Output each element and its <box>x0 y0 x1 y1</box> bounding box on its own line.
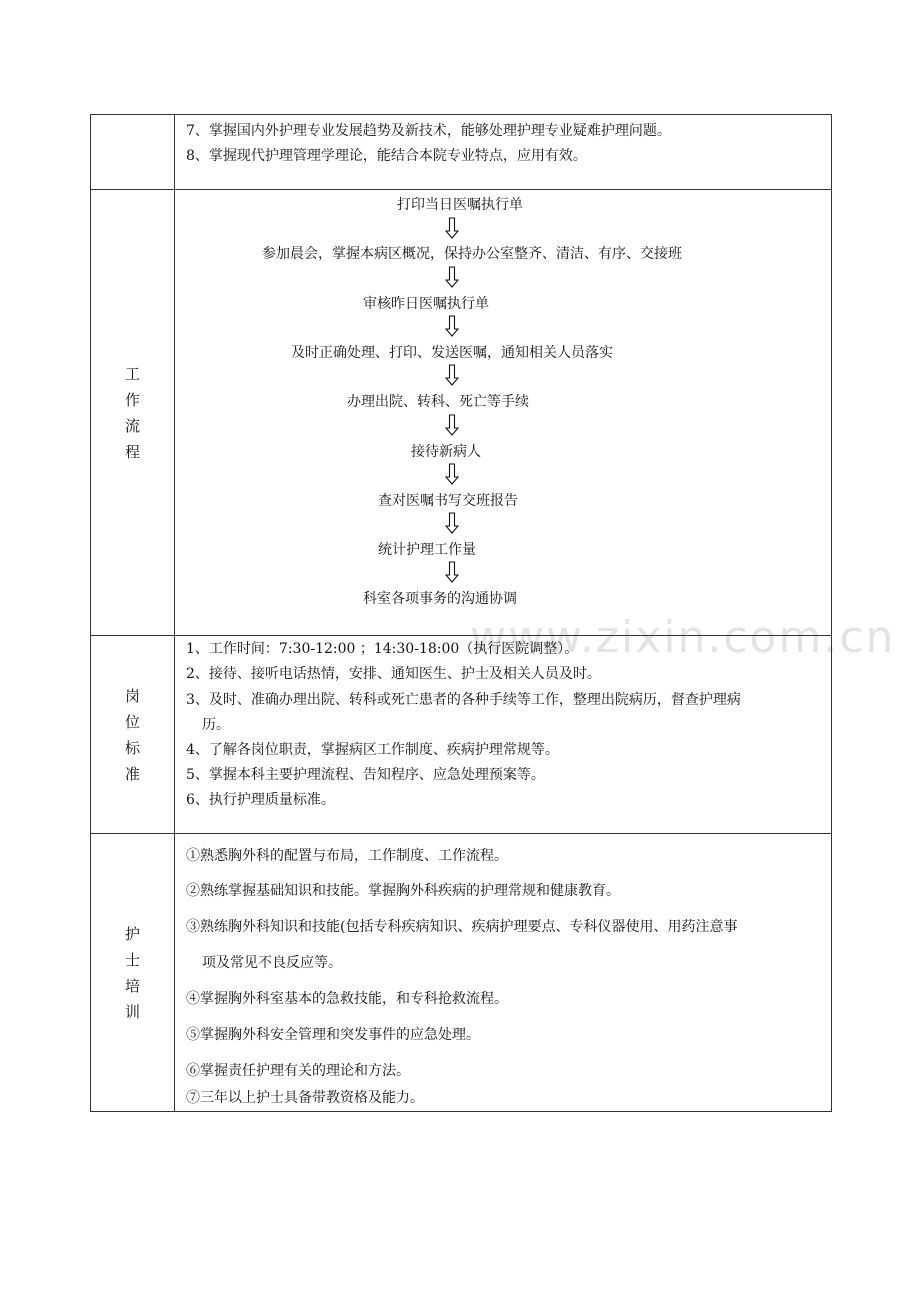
workflow-label <box>125 361 140 465</box>
qualification-item: 8、掌握现代护理管理学理论，能结合本院专业特点，应用有效。 <box>186 148 587 164</box>
label-char: 士 <box>124 951 140 969</box>
standard-item: 1、工作时间：7:30-12:00 ；14:30-18:00（执行医院调整）。 <box>186 641 579 657</box>
label-char: 位 <box>124 712 140 731</box>
down-arrow-icon <box>445 561 459 583</box>
qualifications-content-cell <box>175 115 831 189</box>
workflow-content-cell <box>175 190 831 635</box>
flow-step: 参加晨会，掌握本病区概况，保持办公室整齐、清洁、有序、交接班 <box>262 246 682 262</box>
flow-step: 及时正确处理、打印、发送医嘱，通知相关人员落实 <box>291 345 613 361</box>
down-arrow-icon <box>445 364 459 386</box>
job-description-table <box>90 114 832 1112</box>
flow-step: 科室各项事务的沟通协调 <box>363 591 517 607</box>
flow-step: 接待新病人 <box>411 444 481 460</box>
training-item: ②熟练掌握基础知识和技能。掌握胸外科疾病的护理常规和健康教育。 <box>186 883 620 899</box>
standards-row <box>91 636 831 834</box>
training-label-cell <box>91 834 175 1112</box>
label-char: 培 <box>124 977 140 995</box>
label-char: 护 <box>124 925 140 943</box>
standards-content-cell <box>175 636 831 833</box>
standards-label <box>125 683 140 787</box>
flow-step: 统计护理工作量 <box>378 542 476 558</box>
standard-item: 6、执行护理质量标准。 <box>186 792 335 808</box>
standard-item: 2、接待、接听电话热情，安排、通知医生、护士及相关人员及时。 <box>186 666 601 682</box>
down-arrow-icon <box>445 266 459 288</box>
workflow-row <box>91 190 831 636</box>
training-item-continued: 项及常见不良反应等。 <box>202 955 342 971</box>
down-arrow-icon <box>445 414 459 436</box>
qualifications-row <box>91 115 831 190</box>
watermark: www.zixin.com.cn <box>470 612 896 663</box>
standard-item-continued: 历。 <box>202 717 230 733</box>
label-char: 工 <box>124 364 140 383</box>
label-char: 作 <box>124 390 140 409</box>
training-row <box>91 834 831 1112</box>
training-content-cell <box>175 834 831 1112</box>
flow-step: 查对医嘱书写交班报告 <box>378 493 518 509</box>
workflow-label-cell <box>91 190 175 635</box>
training-item: ⑦三年以上护士具备带教资格及能力。 <box>186 1090 424 1106</box>
training-item: ④掌握胸外科室基本的急救技能，和专科抢救流程。 <box>186 991 508 1007</box>
standard-item: 3、及时、准确办理出院、转科或死亡患者的各种手续等工作，整理出院病历，督查护理病 <box>186 692 741 708</box>
label-char: 程 <box>124 442 140 461</box>
label-char: 标 <box>124 738 140 757</box>
label-char: 岗 <box>124 686 140 705</box>
standard-item: 5、掌握本科主要护理流程、告知程序、应急处理预案等。 <box>186 767 545 783</box>
standards-label-cell <box>91 636 175 833</box>
label-char: 准 <box>124 764 140 783</box>
down-arrow-icon <box>445 463 459 485</box>
flow-step: 办理出院、转科、死亡等手续 <box>347 394 529 410</box>
training-item: ⑥掌握责任护理有关的理论和方法。 <box>186 1063 410 1079</box>
qualification-item: 7、掌握国内外护理专业发展趋势及新技术，能够处理护理专业疑难护理问题。 <box>186 123 671 139</box>
flow-step: 打印当日医嘱执行单 <box>397 197 523 213</box>
label-char: 训 <box>124 1003 140 1021</box>
label-char: 流 <box>124 416 140 435</box>
down-arrow-icon <box>445 315 459 337</box>
standard-item: 4、了解各岗位职责，掌握病区工作制度、疾病护理常规等。 <box>186 742 559 758</box>
qualifications-label-cell <box>91 115 175 189</box>
training-label <box>125 921 140 1025</box>
training-item: ③熟练胸外科知识和技能(包括专科疾病知识、疾病护理要点、专科仪器使用、用药注意事 <box>186 919 738 935</box>
down-arrow-icon <box>445 217 459 239</box>
training-item: ⑤掌握胸外科安全管理和突发事件的应急处理。 <box>186 1027 480 1043</box>
flow-step: 审核昨日医嘱执行单 <box>363 296 489 312</box>
training-item: ①熟悉胸外科的配置与布局，工作制度、工作流程。 <box>186 848 508 864</box>
down-arrow-icon <box>445 512 459 534</box>
